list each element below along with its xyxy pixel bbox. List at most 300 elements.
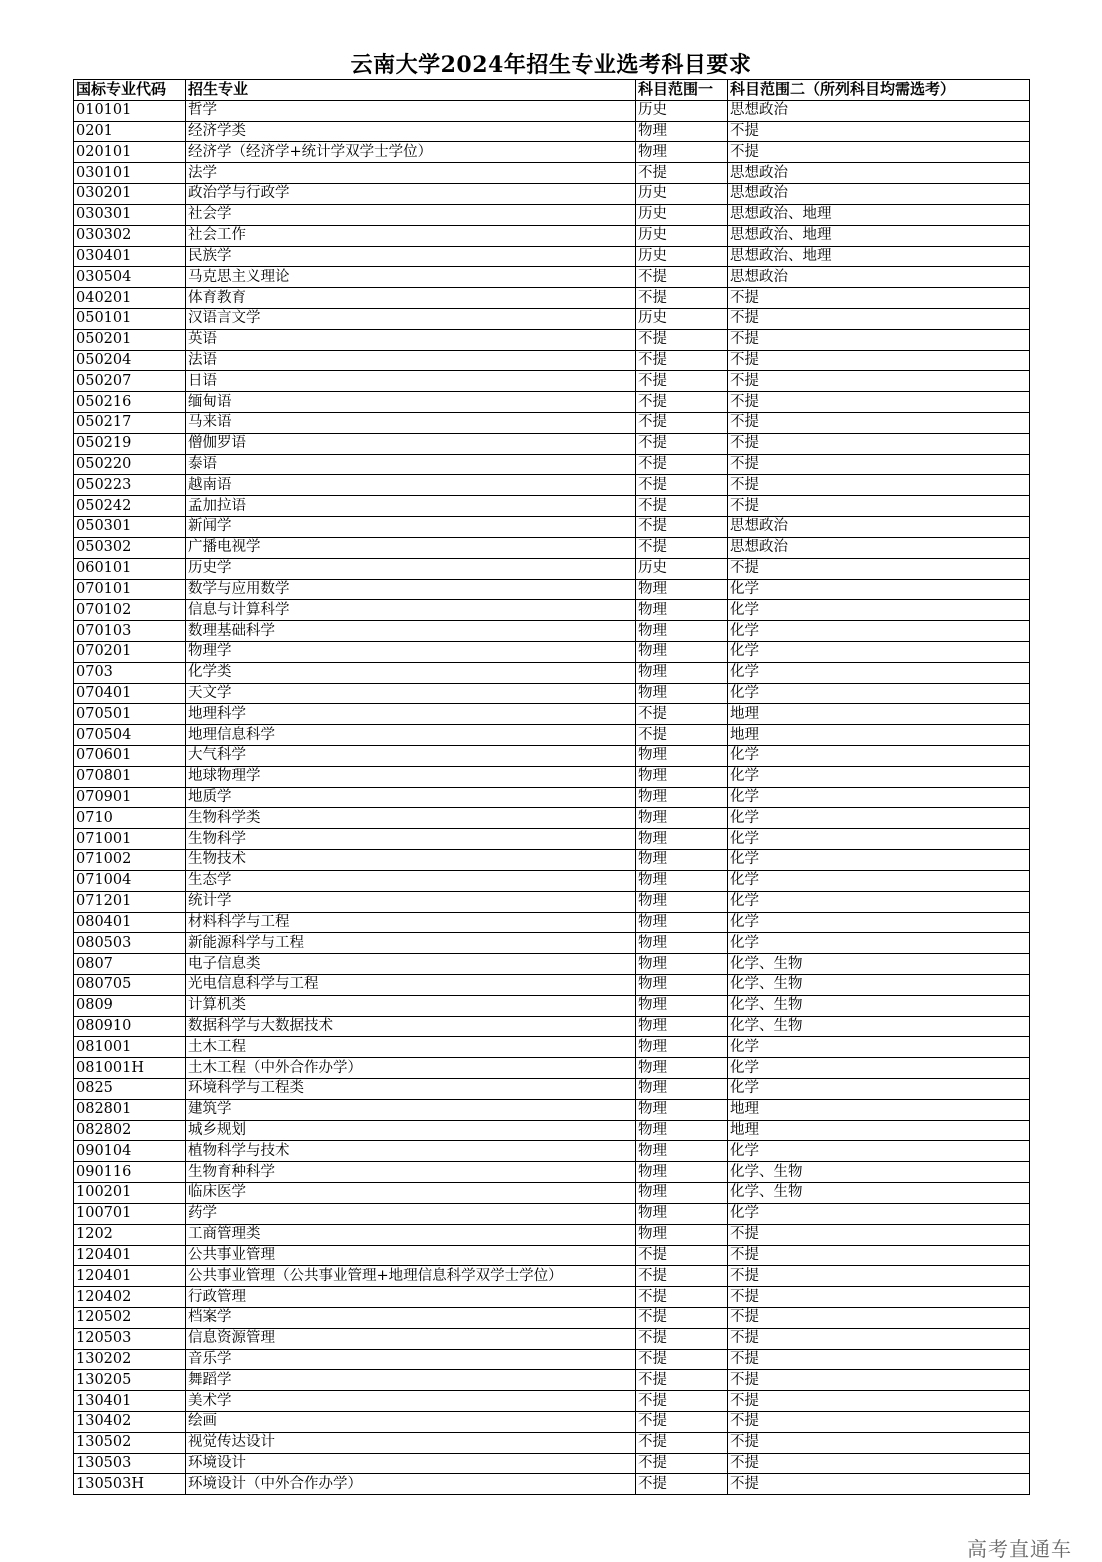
table-row (74, 746, 1030, 767)
table-row (74, 496, 1030, 517)
table-row (74, 246, 1030, 267)
table-row (74, 288, 1030, 309)
major-code-cell: 100701 (74, 1203, 186, 1224)
major-name-cell: 马克思主义理论 (186, 267, 636, 288)
subject-range-1-cell: 历史 (636, 308, 728, 329)
major-name-cell: 生物科学类 (186, 808, 636, 829)
subject-range-2-cell: 化学 (728, 1079, 1030, 1100)
major-name-cell: 光电信息科学与工程 (186, 974, 636, 995)
major-code-cell: 082802 (74, 1120, 186, 1141)
table-row (74, 787, 1030, 808)
major-name-cell: 泰语 (186, 454, 636, 475)
subject-range-1-cell: 物理 (636, 829, 728, 850)
table-row (74, 1224, 1030, 1245)
subject-range-2-cell: 不提 (728, 142, 1030, 163)
table-row (74, 600, 1030, 621)
subject-range-1-cell: 不提 (636, 392, 728, 413)
major-code-cell: 071002 (74, 850, 186, 871)
table-row (74, 392, 1030, 413)
table-row (74, 1203, 1030, 1224)
major-name-cell: 数据科学与大数据技术 (186, 1016, 636, 1037)
major-name-cell: 行政管理 (186, 1287, 636, 1308)
subject-range-2-cell: 不提 (728, 454, 1030, 475)
subject-range-2-cell: 化学 (728, 641, 1030, 662)
subject-range-1-cell: 历史 (636, 558, 728, 579)
major-code-cell: 130401 (74, 1391, 186, 1412)
subject-range-1-cell: 物理 (636, 870, 728, 891)
subject-range-1-cell: 不提 (636, 1266, 728, 1287)
subject-range-2-cell: 不提 (728, 1474, 1030, 1495)
subject-range-1-cell: 物理 (636, 1183, 728, 1204)
subject-range-2-cell: 不提 (728, 1453, 1030, 1474)
subject-range-2-cell: 化学、生物 (728, 1016, 1030, 1037)
subject-range-1-cell: 物理 (636, 995, 728, 1016)
subject-range-1-cell: 不提 (636, 433, 728, 454)
subject-range-1-cell: 不提 (636, 725, 728, 746)
subject-range-2-cell: 不提 (728, 496, 1030, 517)
major-code-cell: 080910 (74, 1016, 186, 1037)
table-row (74, 662, 1030, 683)
subject-range-1-cell: 不提 (636, 267, 728, 288)
major-name-cell: 环境科学与工程类 (186, 1079, 636, 1100)
subject-range-2-cell: 地理 (728, 1120, 1030, 1141)
major-code-cell: 070901 (74, 787, 186, 808)
table-row (74, 1453, 1030, 1474)
subject-range-1-cell: 物理 (636, 1141, 728, 1162)
major-code-cell: 0809 (74, 995, 186, 1016)
major-name-cell: 缅甸语 (186, 392, 636, 413)
subject-range-2-cell: 不提 (728, 288, 1030, 309)
major-code-cell: 030101 (74, 163, 186, 184)
major-code-cell: 050216 (74, 392, 186, 413)
major-code-cell: 050223 (74, 475, 186, 496)
table-row (74, 974, 1030, 995)
major-code-cell: 0201 (74, 121, 186, 142)
subject-range-2-cell: 地理 (728, 704, 1030, 725)
major-name-cell: 法学 (186, 163, 636, 184)
major-name-cell: 舞蹈学 (186, 1370, 636, 1391)
subject-range-1-cell: 物理 (636, 1079, 728, 1100)
major-code-cell: 070801 (74, 766, 186, 787)
major-name-cell: 材料科学与工程 (186, 912, 636, 933)
table-row (74, 1266, 1030, 1287)
subject-range-1-cell: 物理 (636, 808, 728, 829)
major-name-cell: 生物育种科学 (186, 1162, 636, 1183)
subject-range-2-cell: 化学、生物 (728, 1183, 1030, 1204)
major-name-cell: 环境设计 (186, 1453, 636, 1474)
subject-range-2-cell: 思想政治 (728, 100, 1030, 121)
subject-range-1-cell: 不提 (636, 1412, 728, 1433)
subject-range-2-cell: 不提 (728, 413, 1030, 434)
major-name-cell: 地理科学 (186, 704, 636, 725)
subject-range-2-cell: 化学 (728, 787, 1030, 808)
major-name-cell: 信息资源管理 (186, 1328, 636, 1349)
subject-range-1-cell: 物理 (636, 1120, 728, 1141)
table-row (74, 641, 1030, 662)
major-name-cell: 视觉传达设计 (186, 1432, 636, 1453)
subject-range-2-cell: 化学 (728, 1037, 1030, 1058)
subject-range-2-cell: 不提 (728, 1432, 1030, 1453)
major-name-cell: 哲学 (186, 100, 636, 121)
subject-range-2-cell: 化学 (728, 912, 1030, 933)
subject-range-1-cell: 不提 (636, 288, 728, 309)
major-name-cell: 马来语 (186, 413, 636, 434)
subject-range-1-cell: 不提 (636, 537, 728, 558)
subject-range-1-cell: 物理 (636, 933, 728, 954)
table-row (74, 1307, 1030, 1328)
subject-range-1-cell: 物理 (636, 121, 728, 142)
subject-range-1-cell: 不提 (636, 496, 728, 517)
subject-range-1-cell: 物理 (636, 1224, 728, 1245)
major-name-cell: 天文学 (186, 683, 636, 704)
watermark: 高考直通车 (967, 1537, 1072, 1561)
major-name-cell: 工商管理类 (186, 1224, 636, 1245)
subject-range-1-cell: 不提 (636, 1453, 728, 1474)
major-code-cell: 090116 (74, 1162, 186, 1183)
table-row (74, 454, 1030, 475)
major-name-cell: 物理学 (186, 641, 636, 662)
table-row (74, 1058, 1030, 1079)
major-code-cell: 050201 (74, 329, 186, 350)
subject-range-2-cell: 地理 (728, 725, 1030, 746)
subject-range-1-cell: 不提 (636, 517, 728, 538)
table-row (74, 371, 1030, 392)
major-name-cell: 地球物理学 (186, 766, 636, 787)
major-code-cell: 082801 (74, 1099, 186, 1120)
subject-range-2-cell: 不提 (728, 121, 1030, 142)
subject-range-2-cell: 思想政治、地理 (728, 246, 1030, 267)
subject-range-2-cell: 思想政治 (728, 184, 1030, 205)
subject-range-1-cell: 不提 (636, 475, 728, 496)
major-code-cell: 050242 (74, 496, 186, 517)
subject-range-2-cell: 思想政治、地理 (728, 204, 1030, 225)
table-row (74, 1474, 1030, 1495)
major-code-cell: 120401 (74, 1245, 186, 1266)
major-code-cell: 070501 (74, 704, 186, 725)
major-code-cell: 050101 (74, 308, 186, 329)
subject-range-2-cell: 化学 (728, 850, 1030, 871)
subject-range-2-cell: 化学 (728, 600, 1030, 621)
major-name-cell: 汉语言文学 (186, 308, 636, 329)
major-name-cell: 计算机类 (186, 995, 636, 1016)
major-code-cell: 010101 (74, 100, 186, 121)
subject-range-2-cell: 不提 (728, 433, 1030, 454)
table-row (74, 1245, 1030, 1266)
subject-range-1-cell: 物理 (636, 579, 728, 600)
major-code-cell: 0807 (74, 954, 186, 975)
table-row (74, 808, 1030, 829)
major-code-cell: 130503 (74, 1453, 186, 1474)
major-code-cell: 080705 (74, 974, 186, 995)
table-row (74, 1349, 1030, 1370)
major-code-cell: 070504 (74, 725, 186, 746)
table-row (74, 850, 1030, 871)
subject-range-2-cell: 不提 (728, 558, 1030, 579)
major-code-cell: 030301 (74, 204, 186, 225)
table-row (74, 995, 1030, 1016)
major-code-cell: 050220 (74, 454, 186, 475)
table-row (74, 621, 1030, 642)
subject-range-1-cell: 不提 (636, 1349, 728, 1370)
subject-range-2-cell: 化学、生物 (728, 1162, 1030, 1183)
major-name-cell: 经济学（经济学+统计学双学士学位） (186, 142, 636, 163)
table-header-row (74, 80, 1030, 101)
major-name-cell: 新闻学 (186, 517, 636, 538)
major-code-cell: 030401 (74, 246, 186, 267)
table-row (74, 829, 1030, 850)
subject-range-1-cell: 不提 (636, 1307, 728, 1328)
table-row (74, 1120, 1030, 1141)
table-row (74, 1370, 1030, 1391)
subject-range-2-cell: 化学 (728, 829, 1030, 850)
major-code-cell: 130205 (74, 1370, 186, 1391)
major-code-cell: 030201 (74, 184, 186, 205)
major-name-cell: 生物技术 (186, 850, 636, 871)
subject-range-1-cell: 物理 (636, 142, 728, 163)
table-row (74, 142, 1030, 163)
subject-range-2-cell: 化学 (728, 683, 1030, 704)
subject-range-1-cell: 物理 (636, 600, 728, 621)
major-name-cell: 统计学 (186, 891, 636, 912)
major-name-cell: 公共事业管理 (186, 1245, 636, 1266)
subject-range-1-cell: 不提 (636, 329, 728, 350)
major-code-cell: 030302 (74, 225, 186, 246)
header-subject-range-1: 科目范围一 (636, 80, 728, 101)
major-name-cell: 越南语 (186, 475, 636, 496)
major-code-cell: 120502 (74, 1307, 186, 1328)
major-code-cell: 071201 (74, 891, 186, 912)
major-code-cell: 0710 (74, 808, 186, 829)
major-name-cell: 地理信息科学 (186, 725, 636, 746)
subject-range-2-cell: 化学 (728, 1203, 1030, 1224)
table-row (74, 121, 1030, 142)
subject-range-2-cell: 不提 (728, 1412, 1030, 1433)
subject-range-2-cell: 不提 (728, 1287, 1030, 1308)
subject-range-2-cell: 化学 (728, 1141, 1030, 1162)
major-code-cell: 050217 (74, 413, 186, 434)
major-code-cell: 130402 (74, 1412, 186, 1433)
subject-range-1-cell: 物理 (636, 1162, 728, 1183)
major-name-cell: 生物科学 (186, 829, 636, 850)
major-name-cell: 数学与应用数学 (186, 579, 636, 600)
table-row (74, 725, 1030, 746)
subject-range-1-cell: 历史 (636, 225, 728, 246)
subject-range-2-cell: 化学、生物 (728, 954, 1030, 975)
subject-range-2-cell: 不提 (728, 1245, 1030, 1266)
major-name-cell: 民族学 (186, 246, 636, 267)
subject-range-1-cell: 历史 (636, 204, 728, 225)
subject-range-1-cell: 不提 (636, 1328, 728, 1349)
table-row (74, 912, 1030, 933)
major-name-cell: 孟加拉语 (186, 496, 636, 517)
major-name-cell: 新能源科学与工程 (186, 933, 636, 954)
subject-range-2-cell: 化学 (728, 808, 1030, 829)
major-name-cell: 化学类 (186, 662, 636, 683)
major-code-cell: 030504 (74, 267, 186, 288)
subject-range-2-cell: 不提 (728, 1349, 1030, 1370)
major-name-cell: 土木工程（中外合作办学） (186, 1058, 636, 1079)
table-row (74, 1328, 1030, 1349)
major-code-cell: 020101 (74, 142, 186, 163)
major-code-cell: 070401 (74, 683, 186, 704)
subject-range-1-cell: 物理 (636, 1037, 728, 1058)
subject-range-1-cell: 不提 (636, 350, 728, 371)
subject-range-2-cell: 不提 (728, 1370, 1030, 1391)
table-row (74, 683, 1030, 704)
major-name-cell: 信息与计算科学 (186, 600, 636, 621)
subject-range-1-cell: 物理 (636, 954, 728, 975)
table-row (74, 1183, 1030, 1204)
table-row (74, 1287, 1030, 1308)
major-code-cell: 1202 (74, 1224, 186, 1245)
table-row (74, 413, 1030, 434)
table-row (74, 891, 1030, 912)
subject-range-1-cell: 不提 (636, 1474, 728, 1495)
major-code-cell: 071001 (74, 829, 186, 850)
subject-range-2-cell: 化学 (728, 746, 1030, 767)
major-name-cell: 植物科学与技术 (186, 1141, 636, 1162)
page-title: 云南大学2024年招生专业选考科目要求 (350, 52, 752, 78)
major-code-cell: 081001H (74, 1058, 186, 1079)
table-row (74, 267, 1030, 288)
subject-range-2-cell: 不提 (728, 1224, 1030, 1245)
table-row (74, 184, 1030, 205)
major-name-cell: 地质学 (186, 787, 636, 808)
major-code-cell: 120503 (74, 1328, 186, 1349)
major-code-cell: 130503H (74, 1474, 186, 1495)
table-row (74, 954, 1030, 975)
major-name-cell: 大气科学 (186, 746, 636, 767)
major-name-cell: 社会工作 (186, 225, 636, 246)
major-code-cell: 070201 (74, 641, 186, 662)
table-row (74, 163, 1030, 184)
subject-range-1-cell: 物理 (636, 787, 728, 808)
subject-range-2-cell: 思想政治 (728, 537, 1030, 558)
major-name-cell: 英语 (186, 329, 636, 350)
table-row (74, 1079, 1030, 1100)
table-row (74, 350, 1030, 371)
major-name-cell: 土木工程 (186, 1037, 636, 1058)
subject-range-1-cell: 物理 (636, 974, 728, 995)
table-row (74, 558, 1030, 579)
table-row (74, 704, 1030, 725)
subject-range-1-cell: 物理 (636, 1058, 728, 1079)
subject-range-1-cell: 物理 (636, 641, 728, 662)
major-code-cell: 070102 (74, 600, 186, 621)
major-code-cell: 050207 (74, 371, 186, 392)
subject-requirements-table (73, 79, 1030, 1495)
table-row (74, 1432, 1030, 1453)
major-code-cell: 081001 (74, 1037, 186, 1058)
major-name-cell: 僧伽罗语 (186, 433, 636, 454)
major-code-cell: 130202 (74, 1349, 186, 1370)
major-code-cell: 050302 (74, 537, 186, 558)
subject-range-1-cell: 不提 (636, 1432, 728, 1453)
major-name-cell: 城乡规划 (186, 1120, 636, 1141)
major-code-cell: 0703 (74, 662, 186, 683)
subject-range-1-cell: 不提 (636, 163, 728, 184)
subject-range-2-cell: 不提 (728, 1391, 1030, 1412)
subject-range-1-cell: 物理 (636, 891, 728, 912)
table-row (74, 1162, 1030, 1183)
major-name-cell: 电子信息类 (186, 954, 636, 975)
table-row (74, 1141, 1030, 1162)
subject-range-2-cell: 化学 (728, 662, 1030, 683)
major-name-cell: 档案学 (186, 1307, 636, 1328)
table-row (74, 475, 1030, 496)
subject-range-1-cell: 历史 (636, 184, 728, 205)
subject-range-1-cell: 历史 (636, 100, 728, 121)
major-name-cell: 数理基础科学 (186, 621, 636, 642)
subject-range-2-cell: 不提 (728, 371, 1030, 392)
table-row (74, 100, 1030, 121)
subject-range-2-cell: 化学 (728, 766, 1030, 787)
table-row (74, 517, 1030, 538)
header-major-name: 招生专业 (186, 80, 636, 101)
table-row (74, 579, 1030, 600)
subject-range-2-cell: 不提 (728, 1307, 1030, 1328)
header-subject-range-2: 科目范围二（所列科目均需选考） (728, 80, 1030, 101)
major-name-cell: 社会学 (186, 204, 636, 225)
table-row (74, 1391, 1030, 1412)
major-name-cell: 广播电视学 (186, 537, 636, 558)
subject-range-2-cell: 化学 (728, 1058, 1030, 1079)
major-name-cell: 生态学 (186, 870, 636, 891)
major-code-cell: 130502 (74, 1432, 186, 1453)
major-name-cell: 药学 (186, 1203, 636, 1224)
subject-range-1-cell: 物理 (636, 662, 728, 683)
major-name-cell: 建筑学 (186, 1099, 636, 1120)
major-code-cell: 050301 (74, 517, 186, 538)
subject-range-2-cell: 不提 (728, 350, 1030, 371)
subject-range-2-cell: 地理 (728, 1099, 1030, 1120)
subject-range-1-cell: 不提 (636, 1245, 728, 1266)
subject-range-2-cell: 不提 (728, 329, 1030, 350)
table-row (74, 1099, 1030, 1120)
table-row (74, 204, 1030, 225)
table-row (74, 933, 1030, 954)
major-code-cell: 070103 (74, 621, 186, 642)
major-name-cell: 美术学 (186, 1391, 636, 1412)
major-code-cell: 070101 (74, 579, 186, 600)
subject-range-1-cell: 物理 (636, 1016, 728, 1037)
major-code-cell: 080401 (74, 912, 186, 933)
table-row (74, 433, 1030, 454)
subject-range-2-cell: 思想政治 (728, 163, 1030, 184)
subject-range-1-cell: 物理 (636, 1203, 728, 1224)
major-name-cell: 法语 (186, 350, 636, 371)
subject-range-1-cell: 不提 (636, 454, 728, 475)
table-row (74, 225, 1030, 246)
table-row (74, 1412, 1030, 1433)
subject-range-2-cell: 化学 (728, 933, 1030, 954)
major-name-cell: 公共事业管理（公共事业管理+地理信息科学双学士学位） (186, 1266, 636, 1287)
subject-range-1-cell: 物理 (636, 850, 728, 871)
major-code-cell: 071004 (74, 870, 186, 891)
subject-range-2-cell: 化学、生物 (728, 995, 1030, 1016)
major-name-cell: 经济学类 (186, 121, 636, 142)
table-row (74, 1016, 1030, 1037)
table-row (74, 870, 1030, 891)
subject-range-1-cell: 不提 (636, 1287, 728, 1308)
table-row (74, 308, 1030, 329)
major-code-cell: 040201 (74, 288, 186, 309)
major-code-cell: 050204 (74, 350, 186, 371)
major-name-cell: 体育教育 (186, 288, 636, 309)
subject-range-1-cell: 不提 (636, 371, 728, 392)
major-name-cell: 日语 (186, 371, 636, 392)
major-name-cell: 音乐学 (186, 1349, 636, 1370)
